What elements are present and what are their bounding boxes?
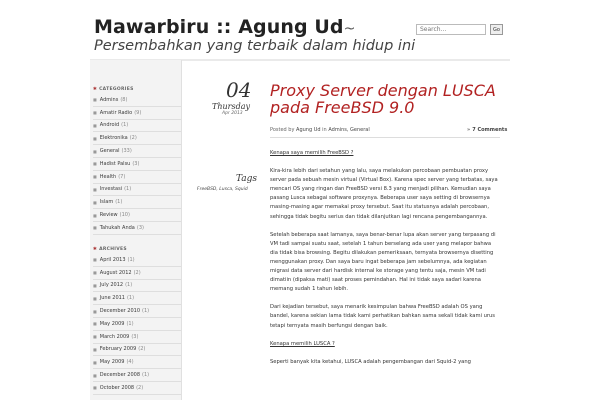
- archive-item-label[interactable]: August 2012: [99, 269, 132, 276]
- archive-item-label[interactable]: April 2013: [99, 256, 126, 263]
- archive-item[interactable]: [93, 344, 181, 357]
- site-title-text: Mawarbiru :: Agung Ud: [94, 16, 344, 38]
- category-item-count: (1): [124, 186, 132, 193]
- post-categories-link[interactable]: Admins, General: [328, 127, 370, 133]
- archive-item[interactable]: [93, 331, 181, 344]
- bullet-icon: ■: [93, 308, 97, 314]
- archive-item-label[interactable]: December 2008: [99, 372, 141, 379]
- bullet-icon: ■: [93, 161, 97, 167]
- bullet-icon: ■: [93, 225, 97, 231]
- archive-item-label[interactable]: May 2009: [99, 359, 125, 366]
- archive-item-count: (4): [126, 359, 134, 366]
- category-item-count: (10): [119, 212, 130, 219]
- category-item[interactable]: [93, 184, 181, 197]
- category-item[interactable]: [93, 94, 181, 107]
- category-item-label[interactable]: Health: [99, 173, 117, 180]
- bullet-icon: ■: [93, 295, 97, 301]
- archive-item-label[interactable]: October 2008: [99, 384, 135, 391]
- bullet-icon: ■: [93, 346, 97, 352]
- category-item[interactable]: [93, 120, 181, 133]
- category-item-label[interactable]: Investasi: [99, 186, 123, 193]
- category-item[interactable]: [93, 222, 181, 235]
- archive-item[interactable]: [93, 382, 181, 395]
- bullet-icon: ■: [93, 212, 97, 218]
- archive-item[interactable]: [93, 318, 181, 331]
- comment-icon: »: [467, 127, 471, 133]
- archive-item-count: (2): [136, 384, 144, 391]
- post-date-weekday: Thursday: [212, 102, 250, 111]
- search-input[interactable]: [416, 24, 486, 35]
- category-item-label[interactable]: Review: [99, 212, 118, 219]
- bullet-icon: ■: [93, 334, 97, 340]
- post-meta-prefix: Posted by: [270, 127, 295, 133]
- archive-item-count: (1): [142, 372, 150, 379]
- categories-list: [93, 94, 181, 235]
- category-item[interactable]: [93, 158, 181, 171]
- category-item[interactable]: [93, 209, 181, 222]
- archive-item-count: (2): [133, 269, 141, 276]
- post-date-monthyear: Apr 2013: [222, 111, 243, 116]
- sidebar: [90, 60, 182, 400]
- archive-item-count: (1): [126, 295, 135, 302]
- bullet-icon: ■: [93, 135, 97, 141]
- site-title-suffix: ~: [343, 21, 356, 37]
- post-paragraph: Dari kejadian tersebut, saya menarik kesimpulan bahwa FreeBSD adalah OS yang bandel, karena sekian lama tidak kami perhatikan bahkan sama sekali tidak kami urus tetapi ternyata masih berfungsi dengan baik.: [270, 304, 496, 329]
- archive-item-label[interactable]: June 2011: [99, 295, 125, 302]
- bullet-icon: ■: [93, 359, 97, 365]
- category-item-label[interactable]: Elektronika: [99, 135, 128, 142]
- category-item-label[interactable]: Islam: [99, 199, 114, 206]
- post-title[interactable]: Proxy Server dengan LUSCA pada FreeBSD 9.0: [270, 81, 496, 117]
- category-item-count: (1): [115, 199, 123, 206]
- meta-divider: [270, 137, 500, 138]
- bullet-icon: ■: [93, 186, 97, 192]
- bullet-icon: ■: [93, 321, 97, 327]
- post-comments-link[interactable]: » 7 Comments: [467, 127, 508, 133]
- archive-item[interactable]: [93, 254, 181, 267]
- archive-item-label[interactable]: February 2009: [99, 346, 137, 353]
- category-item-count: (7): [118, 173, 126, 180]
- archive-item-count: (1): [127, 256, 135, 263]
- bullet-icon: ■: [93, 199, 97, 205]
- archive-item[interactable]: [93, 356, 181, 369]
- search-button[interactable]: Go: [490, 24, 503, 35]
- archive-item[interactable]: [93, 267, 181, 280]
- post-subheading: Kenapa memilih LUSCA ?: [270, 340, 335, 347]
- category-item-count: (3): [136, 224, 144, 231]
- bullet-icon: ■: [93, 148, 97, 154]
- archive-item-label[interactable]: May 2009: [99, 320, 125, 327]
- category-item-label[interactable]: Android: [99, 122, 120, 129]
- post-paragraph: Setelah beberapa saat lamanya, saya benar-benar lupa akan server yang terpasang di VM tadi sampai suatu saat, setelah 1 tahun berselang ada user yang melapor bahwa dia tidak bisa browsing. Begitu dilakukan pemeriksaan, ternyata browsernya disetting menggunakan proxy. Dan saya baru ingat beberapa jam sebelumnya, ada kegiatan migrasi data server dari hardisk internal ke storage yang tentu saja, mesin VM tadi dimatiin (dipaksa mati) saat proses pemindahan. Hal ini tidak saya sadari karena memang sudah 1 tahun lebih.: [270, 231, 496, 293]
- category-item-count: (33): [121, 148, 132, 155]
- category-item-label[interactable]: Tahukah Anda: [99, 224, 135, 231]
- archives-list: [93, 254, 181, 395]
- post-date-day: 04: [226, 78, 252, 102]
- archive-item-label[interactable]: March 2009: [99, 333, 130, 340]
- post-subheading: Kenapa saya memilih FreeBSD ?: [270, 150, 354, 156]
- bullet-icon: ■: [93, 372, 97, 378]
- bullet-icon: ■: [93, 257, 97, 263]
- categories-widget-title: ✱ CATEGORIES: [93, 87, 134, 92]
- category-item[interactable]: [93, 171, 181, 184]
- category-item-count: (9): [134, 109, 142, 116]
- archive-item[interactable]: [93, 280, 181, 293]
- archive-item-label[interactable]: July 2012: [99, 282, 124, 289]
- post-meta: [270, 127, 370, 133]
- site-title[interactable]: [94, 16, 355, 38]
- post-body: [270, 149, 498, 376]
- category-item-label[interactable]: Admins: [99, 96, 119, 103]
- archive-item-label[interactable]: December 2010: [99, 308, 141, 315]
- star-icon: ✱: [93, 247, 98, 252]
- category-item-label[interactable]: General: [99, 148, 120, 155]
- category-item[interactable]: [93, 132, 181, 145]
- bullet-icon: ■: [93, 110, 97, 116]
- category-item-label[interactable]: Hadist Palsu: [99, 160, 131, 167]
- category-item-count: (8): [120, 96, 128, 103]
- archive-item[interactable]: [93, 292, 181, 305]
- bullet-icon: ■: [93, 97, 97, 103]
- archive-item-count: (1): [142, 308, 150, 315]
- post-meta-in: in: [322, 127, 327, 133]
- tags-heading: Tags: [236, 174, 258, 184]
- archive-item-count: (3): [131, 333, 139, 340]
- category-item-count: (3): [132, 160, 140, 167]
- star-icon: ✱: [93, 87, 98, 92]
- category-item-label[interactable]: Amatir Radio: [99, 109, 133, 116]
- archive-item[interactable]: [93, 305, 181, 318]
- bullet-icon: ■: [93, 270, 97, 276]
- bullet-icon: ■: [93, 122, 97, 128]
- archives-widget-title: ✱ ARCHIVES: [93, 247, 127, 252]
- post-tags[interactable]: FreeBSD, Lusca, Squid: [197, 187, 248, 192]
- category-item[interactable]: [93, 196, 181, 209]
- category-item-count: (1): [121, 122, 129, 129]
- post-paragraph: Kira-kira lebih dari setahun yang lalu, saya melakukan percobaan pembuatan proxy server pada sebuah mesin virtual (Virtual Box). Karena spec server yang terbatas, saya mencari OS yang ringan dan FreeBSD versi 8.3 yang menjadi pilihan. Kemudian saya pasang Lusca sebagai software proxynya. Beberapa user saya setting di browsernya masing-masing agar memakai proxy tersebut. Saat itu statusnya adalah percobaan, sehingga tidak begitu serius dan tidak dilanjutkan lagi rencana pengembangannya.: [270, 168, 498, 220]
- bullet-icon: ■: [93, 174, 97, 180]
- post-author-link[interactable]: Agung Ud: [296, 127, 321, 133]
- archive-item-count: (1): [126, 320, 134, 327]
- bullet-icon: ■: [93, 282, 97, 288]
- archive-item-count: (2): [138, 346, 146, 353]
- archive-item[interactable]: [93, 369, 181, 382]
- category-item[interactable]: [93, 107, 181, 120]
- site-tagline: Persembahkan yang terbaik dalam hidup ini: [94, 38, 416, 54]
- category-item[interactable]: [93, 145, 181, 158]
- post-paragraph: Seperti banyak kita ketahui, LUSCA adalah pengembangan dari Squid-2 yang: [270, 358, 471, 365]
- category-item-count: (2): [129, 135, 137, 142]
- archive-item-count: (1): [125, 282, 133, 289]
- bullet-icon: ■: [93, 385, 97, 391]
